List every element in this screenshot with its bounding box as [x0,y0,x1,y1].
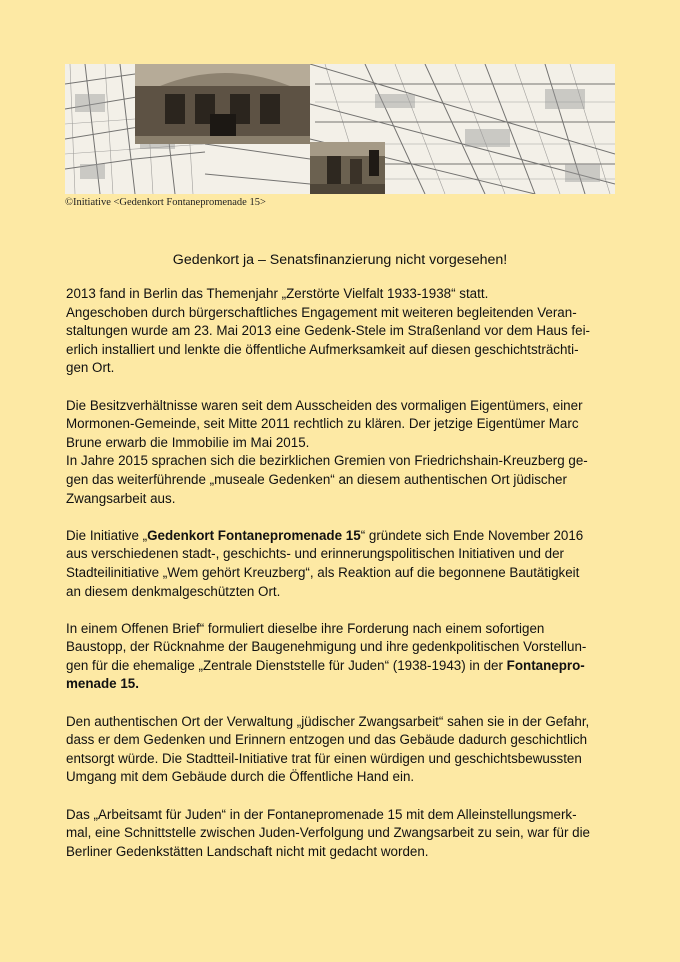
paragraph-6 [66,806,618,862]
text-line: Berliner Gedenkstätten Landschaft nicht mit gedacht worden. [66,843,429,859]
text-line: Angeschoben durch bürgerschaftliches Engagement mit weiteren begleitenden Veran- [66,304,577,320]
text-line: an diesem denkmalgeschützten Ort. [66,583,281,599]
text-line: entsorgt würde. Die Stadtteil-Initiative trat für einen würdigen und geschichtsbewussten [66,750,582,766]
text-line: menade 15. [66,676,139,692]
paragraph-4 [66,620,618,694]
text-line: In Jahre 2015 sprachen sich die bezirklichen Gremien von Friedrichshain-Kreuzberg ge- [66,453,588,469]
address-bold: Fontanepro- [506,657,585,673]
header-collage-image [65,64,615,194]
paragraph-3 [66,527,618,601]
text-line: gen das weiterführende „museale Gedenken“ an diesem authentischen Ort jüdischer [66,471,567,487]
text-line: aus verschiedenen stadt-, geschichts- und erinnerungspolitischen Initiativen und der [66,546,564,562]
text-line: Mormonen-Gemeinde, seit Mitte 2011 rechtlich zu klären. Der jetzige Eigentümer Marc [66,416,579,432]
text-line: Die Besitzverhältnisse waren seit dem Ausscheiden des vormaligen Eigentümers, einer [66,397,583,413]
text-line: Den authentischen Ort der Verwaltung „jüdischer Zwangsarbeit“ sahen sie in der Gefahr, [66,713,590,729]
article-body [66,285,618,880]
text-line: Stadteilinitiative „Wem gehört Kreuzberg“, als Reaktion auf die begonnene Bautätigkeit [66,564,580,580]
text-line: dass er dem Gedenken und Erinnern entzogen und das Gebäude dadurch geschichtlich [66,732,588,748]
text-fragment: “ gründete sich Ende November 2016 [360,527,584,543]
text-line: Baustopp, der Rücknahme der Baugenehmigung und ihre gedenkpolitischen Vorstellun- [66,639,587,655]
text-fragment: Die Initiative „ [66,527,148,543]
page-title: Gedenkort ja – Senatsfinanzierung nicht vorgesehen! [172,252,508,268]
text-line: In einem Offenen Brief“ formuliert dieselbe ihre Forderung nach einem sofortigen [66,620,545,636]
text-line: gen Ort. [66,360,115,376]
initiative-name: Gedenkort Fontanepromenade 15 [147,527,361,543]
text-line: Das „Arbeitsamt für Juden“ in der Fontanepromenade 15 mit dem Alleinstellungsmerk- [66,806,577,822]
text-line: 2013 fand in Berlin das Themenjahr „Zerstörte Vielfalt 1933-1938“ statt. [66,286,489,301]
paragraph-1 [66,285,618,378]
paragraph-2 [66,397,618,509]
text-line: Brune erwarb die Immobilie im Mai 2015. [66,434,310,450]
paragraph-5 [66,713,618,787]
text-line: mal, eine Schnittstelle zwischen Juden-Verfolgung und Zwangsarbeit zu sein, war für die [66,825,591,841]
image-credit: ©Initiative <Gedenkort Fontanepromenade 15> [65,197,266,208]
text-line [66,527,618,546]
text-line: erlich installiert und lenkte die öffentliche Aufmerksamkeit auf diesen geschichtsträchti- [66,341,579,357]
text-line [66,657,618,676]
text-line: Zwangsarbeit aus. [66,490,176,506]
text-fragment: gen für die ehemalige „Zentrale Dienststelle für Juden“ (1938-1943) in der [66,657,507,673]
text-line: Umgang mit dem Gebäude durch die Öffentliche Hand ein. [66,769,415,785]
text-line: staltungen wurde am 23. Mai 2013 eine Gedenk-Stele im Straßenland vor dem Haus fei- [66,323,591,339]
